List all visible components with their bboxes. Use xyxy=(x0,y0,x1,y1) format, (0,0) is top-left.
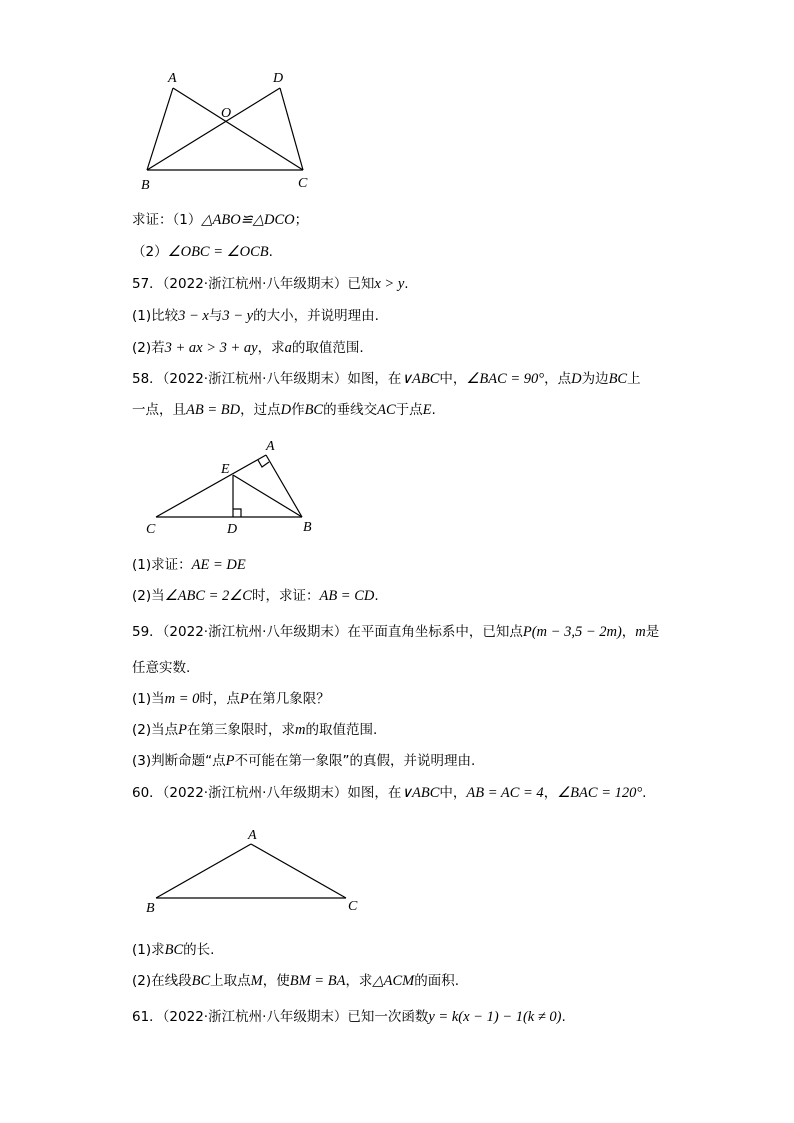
q56-prove-prefix: 求证：（1） xyxy=(132,212,202,228)
q57-p1-math1: 3 − x xyxy=(178,308,209,324)
q57-p2-math: 3 + ax > 3 + ay xyxy=(164,340,258,356)
q58-p2-b: 时，求证： xyxy=(251,588,320,604)
q60-l1-c: ， xyxy=(543,785,558,801)
q59-p1-b: 时，点 xyxy=(199,691,240,707)
q59-p3-a: (3)判断命题“点 xyxy=(132,753,226,769)
q59-p1-p: P xyxy=(239,691,249,707)
q58-l2-b: ，过点 xyxy=(240,402,281,418)
label-B: B xyxy=(303,520,312,535)
q59-line1 xyxy=(132,623,659,641)
q59-l1-c: 是 xyxy=(645,624,660,640)
figure-isosceles-triangle-abc xyxy=(140,825,370,920)
q58-l1-d-var: D xyxy=(571,371,582,387)
q58-part1 xyxy=(132,556,246,574)
q60-p2-e: 的面积. xyxy=(414,973,459,989)
q59-l2: 任意实数. xyxy=(132,660,191,676)
q60-l1-math2: AB = AC = 4 xyxy=(466,785,544,801)
q59-part2 xyxy=(132,721,377,739)
label-C: C xyxy=(348,899,358,914)
q60-p2-tri: △ACM xyxy=(372,973,415,989)
label-D: D xyxy=(227,522,238,537)
q58-l1-math1: ∨ABC xyxy=(401,371,440,387)
q58-p2-c: . xyxy=(374,588,379,604)
segment-ab xyxy=(147,88,173,170)
segment-ab xyxy=(156,844,251,898)
q56-prove-line xyxy=(132,211,308,229)
label-E: E xyxy=(221,462,230,477)
label-A: A xyxy=(248,828,257,843)
q60-p2-a: (2)在线段 xyxy=(132,973,192,989)
q57-p2-a: (2)若 xyxy=(132,340,165,356)
q59-part3 xyxy=(132,752,475,770)
q58-part2 xyxy=(132,587,379,605)
q60-p2-c: ，使 xyxy=(262,973,290,989)
segment-db xyxy=(147,88,280,170)
q58-p2-math1: ∠ABC = 2∠C xyxy=(164,588,252,604)
q56-part2-line xyxy=(132,243,273,261)
q60-l1-math3: ∠BAC = 120° xyxy=(557,785,643,801)
q58-line2 xyxy=(132,401,436,419)
q59-p3-p: P xyxy=(225,753,235,769)
q60-l1-a: 60．（2022·浙江杭州·八年级期末）如图，在 xyxy=(132,785,402,801)
q56-prove-math: △ABO≌△DCO xyxy=(201,212,295,228)
label-C: C xyxy=(298,176,308,191)
q56-prove-suffix: ； xyxy=(294,212,309,228)
label-B: B xyxy=(146,901,155,916)
q57-part2 xyxy=(132,339,364,357)
q60-p2-d: ，求 xyxy=(345,973,373,989)
label-B: B xyxy=(141,178,150,193)
q58-l2-bc: BC xyxy=(304,402,324,418)
q60-l1-b: 中， xyxy=(439,785,467,801)
q57-header-end: . xyxy=(404,276,409,292)
q60-l1-math1: ∨ABC xyxy=(401,785,440,801)
q61-line1 xyxy=(132,1008,566,1026)
q57-p1-b: 与 xyxy=(208,308,223,324)
q58-l2-c: 作 xyxy=(291,402,305,418)
q60-p1-a: (1)求 xyxy=(132,942,165,958)
segment-ac xyxy=(251,844,346,898)
q58-l1-bc: BC xyxy=(608,371,628,387)
q57-part1 xyxy=(132,307,379,325)
q57-header-text: 57．（2022·浙江杭州·八年级期末）已知 xyxy=(132,276,375,292)
label-C: C xyxy=(146,522,156,537)
q61-l1-math: y = k(x − 1) − 1(k ≠ 0) xyxy=(428,1009,562,1025)
q59-p2-m: m xyxy=(294,722,306,738)
q60-p2-b: 上取点 xyxy=(210,973,251,989)
q59-p2-p: P xyxy=(178,722,187,738)
q56-part2-suffix: . xyxy=(268,244,273,260)
q57-header-math: x > y xyxy=(374,276,405,292)
q59-p1-a: (1)当 xyxy=(132,691,165,707)
q58-p1-math: AE = DE xyxy=(191,557,246,573)
q59-l1-a: 59．（2022·浙江杭州·八年级期末）在平面直角坐标系中，已知点 xyxy=(132,624,523,640)
q58-l2-math1: AB = BD xyxy=(186,402,241,418)
q58-l1-b: 中， xyxy=(439,371,467,387)
label-O: O xyxy=(221,106,232,121)
q58-l2-ev: E xyxy=(422,402,432,418)
q60-p1-bc: BC xyxy=(164,942,184,958)
q60-line1 xyxy=(132,784,646,802)
q59-p1-c: 在第几象限？ xyxy=(248,691,330,707)
q58-l2-ac: AC xyxy=(377,402,396,418)
q57-p2-var: a xyxy=(284,340,292,356)
q57-header xyxy=(132,275,409,293)
q58-l1-c: ，点 xyxy=(544,371,572,387)
q59-l1-b: ， xyxy=(621,624,636,640)
right-angle-mark-a xyxy=(258,460,269,467)
q58-l2-a: 一点，且 xyxy=(132,402,186,418)
right-angle-mark-d xyxy=(233,509,241,517)
q58-l2-e: 的垂线交 xyxy=(323,402,378,418)
q59-p2-a: (2)当点 xyxy=(132,722,179,738)
q61-l1-b: . xyxy=(561,1009,566,1025)
label-D: D xyxy=(273,71,284,86)
q58-p1-a: (1)求证： xyxy=(132,557,192,573)
q58-l1-d: 为边 xyxy=(581,371,609,387)
q58-l1-math2: ∠BAC = 90° xyxy=(466,371,545,387)
figure-right-triangle-abc xyxy=(140,435,340,540)
q58-l2-f: 于点 xyxy=(395,402,423,418)
q59-p2-c: 的取值范围. xyxy=(305,722,378,738)
q60-p2-math: BM = BA xyxy=(289,973,346,989)
q57-p1-a: (1)比较 xyxy=(132,308,179,324)
q58-l2-d: D xyxy=(280,402,292,418)
q59-line2 xyxy=(132,659,190,677)
q57-p2-c: 的取值范围. xyxy=(291,340,364,356)
segment-ca xyxy=(156,455,266,517)
q58-l1-a: 58．（2022·浙江杭州·八年级期末）如图，在 xyxy=(132,371,402,387)
q57-p1-c: 的大小，并说明理由. xyxy=(253,308,379,324)
q60-p2-bc: BC xyxy=(191,973,211,989)
q59-l1-mvar: m xyxy=(635,624,646,640)
figure-quadrilateral-abcd xyxy=(130,62,330,202)
q59-p2-b: 在第三象限时，求 xyxy=(186,722,295,738)
q56-part2-math: ∠OBC = ∠OCB xyxy=(167,244,269,260)
q60-p2-mv: M xyxy=(250,973,263,989)
q59-l1-math: P(m − 3,5 − 2m) xyxy=(522,624,622,640)
q57-p1-math2: 3 − y xyxy=(222,308,254,324)
q56-part2-prefix: （2） xyxy=(132,244,168,260)
q57-p2-b: ，求 xyxy=(257,340,285,356)
q61-l1-a: 61．（2022·浙江杭州·八年级期末）已知一次函数 xyxy=(132,1009,429,1025)
q59-part1 xyxy=(132,690,330,708)
q60-part2 xyxy=(132,972,459,990)
q60-l1-d: . xyxy=(642,785,647,801)
q59-p1-math: m = 0 xyxy=(164,691,200,707)
label-A: A xyxy=(266,439,275,454)
q58-p2-a: (2)当 xyxy=(132,588,165,604)
segment-ab xyxy=(266,455,302,517)
label-A: A xyxy=(168,71,177,86)
q59-p3-b: 不可能在第一象限”的真假，并说明理由. xyxy=(234,753,476,769)
q60-p1-b: 的长. xyxy=(183,942,215,958)
q58-p2-math2: AB = CD xyxy=(319,588,375,604)
q60-part1 xyxy=(132,941,214,959)
q58-line1 xyxy=(132,370,641,388)
q58-l1-e: 上 xyxy=(627,371,641,387)
segment-eb xyxy=(233,475,302,517)
q58-l2-g: . xyxy=(431,402,436,418)
